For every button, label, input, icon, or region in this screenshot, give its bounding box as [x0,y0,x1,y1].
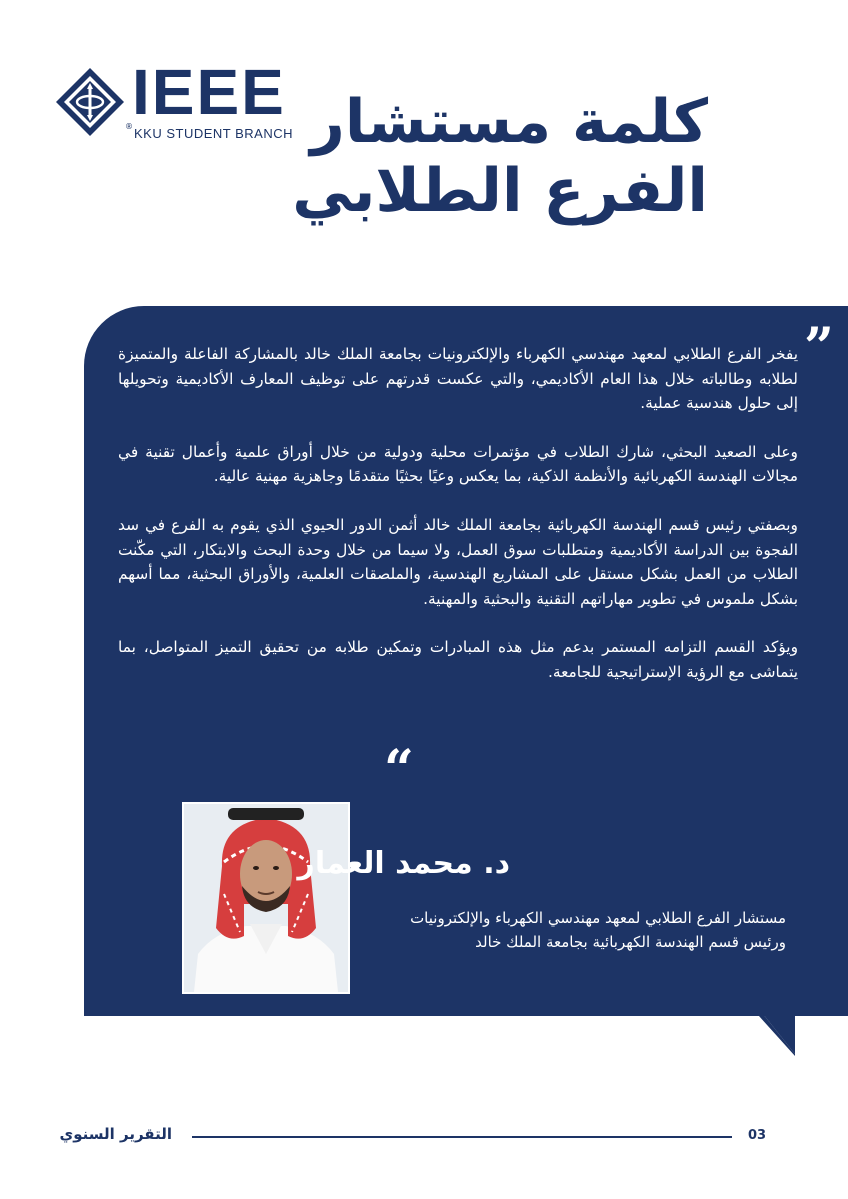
footer-report-label: التقرير السنوي [59,1125,172,1143]
role-line-1: مستشار الفرع الطلابي لمعهد مهندسي الكهرباء والإلكترونيات [410,909,786,927]
registered-mark: ® [125,122,133,131]
ieee-wordmark: IEEE [132,56,286,128]
page-number: 03 [748,1128,767,1143]
ieee-diamond-icon [54,66,126,138]
title-line-1: كلمة مستشار [310,87,708,157]
role-line-2: ورئيس قسم الهندسة الكهربائية بجامعة الملك خالد [475,933,786,951]
paragraph-3: وبصفتي رئيس قسم الهندسة الكهربائية بجامعة الملك خالد أثمن الدور الحيوي الذي يقوم به الفرع في سد الفجوة بين الدراسة الأكاديمية ومتطلبات سوق العمل، ولا سيما من خلال وحدة البحث والابتكار، التي مكّنت الطلاب من العمل بشكل مستقل على المشاريع الهندسية، والملصقات العلمية، والأوراق البحثية، مما أسهم بشكل ملموس في تطوير مهاراتهم التقنية والبحثية والمهنية. [118,515,798,608]
advisor-name: د. محمد العمار [297,846,510,881]
footer-divider [192,1136,732,1138]
speech-bubble-tail [695,1014,795,1056]
advisor-role [366,906,786,954]
person-portrait-icon [184,804,348,992]
message-body [118,342,798,709]
page-title [292,88,708,226]
opening-quote-icon: ” [804,317,834,378]
paragraph-4: ويؤكد القسم التزامه المستمر بدعم مثل هذه المبادرات وتمكين طلابه من تحقيق التميز المتواصل، بما يتماشى مع الرؤية الإستراتيجية للجامعة. [118,638,798,681]
paragraph-2: وعلى الصعيد البحثي، شارك الطلاب في مؤتمرات محلية ودولية من خلال أوراق علمية وأعمال تقنية في مجالات الهندسة الكهربائية والأنظمة الذكية، بما يعكس وعيًا بحثيًا متقدمًا وجاهزية مهنية عالية. [118,442,798,486]
ieee-logo [54,56,294,146]
branch-subtitle: KKU STUDENT BRANCH [134,126,294,141]
title-line-2: الفرع الطلابي [292,156,708,226]
closing-quote-icon: “ [384,739,414,800]
paragraph-1: يفخر الفرع الطلابي لمعهد مهندسي الكهرباء والإلكترونيات بجامعة الملك خالد بالمشاركة الفاعلة والمتميزة لطلابه وطالباته خلال هذا العام الأكاديمي، والتي عكست قدرتهم على توظيف المعارف الأكاديمية وتحويلها إلى حلول هندسية عملية. [118,345,798,413]
advisor-photo [182,802,350,994]
